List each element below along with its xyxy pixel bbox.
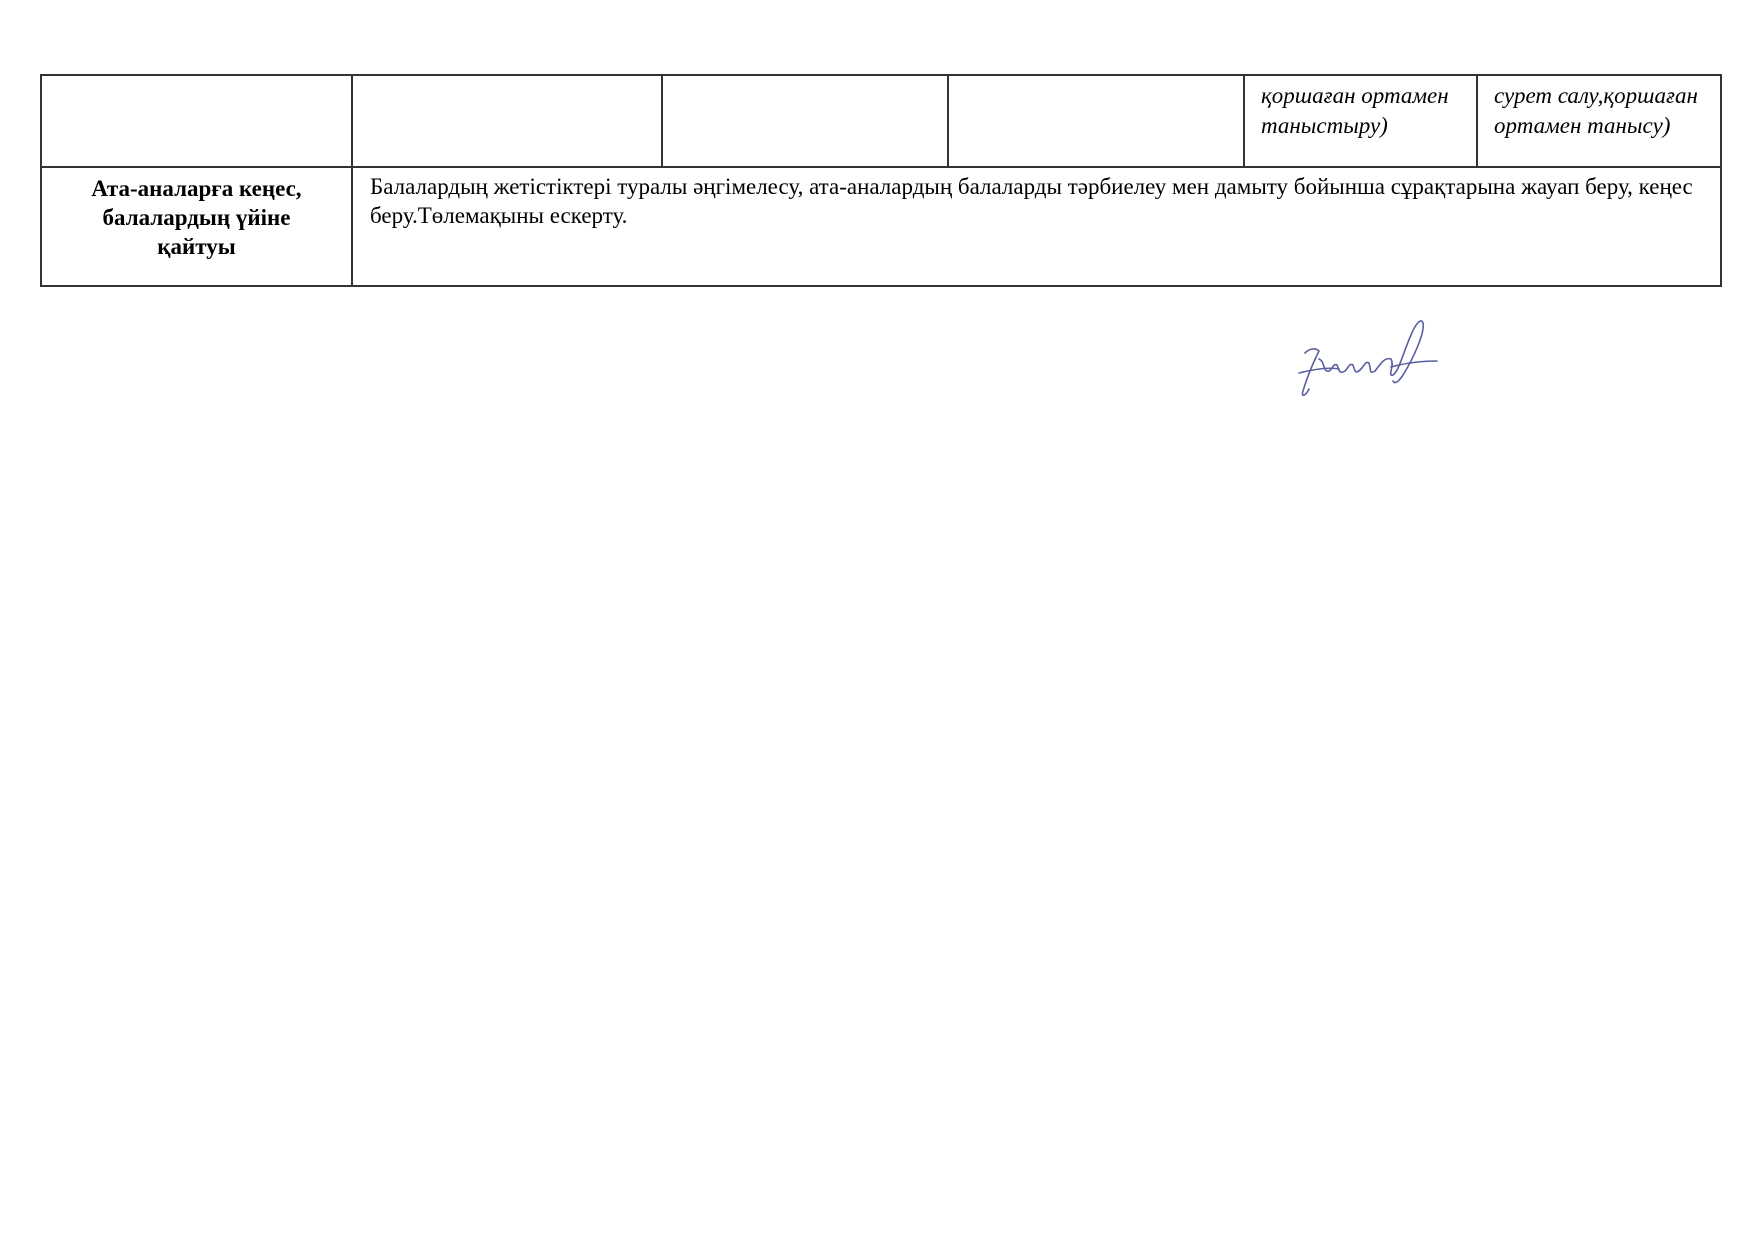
- empty-cell-2: [352, 75, 662, 167]
- row-label-line-2: балалардың үйіне: [102, 205, 291, 230]
- table-row-parents: [41, 167, 1721, 286]
- empty-cell-1: [41, 75, 352, 167]
- table-row-continued: [41, 75, 1721, 167]
- cell-environment-intro-line-1: қоршаған ортамен: [1261, 83, 1449, 108]
- cell-drawing-environment-line-1: сурет салу,қоршаған: [1494, 83, 1698, 108]
- cell-drawing-environment-line-2: ортамен танысу): [1494, 113, 1671, 138]
- empty-cell-3: [662, 75, 948, 167]
- document-table: [40, 74, 1722, 287]
- cell-environment-intro: [1244, 75, 1477, 167]
- handwritten-signature: [1295, 313, 1445, 401]
- cell-drawing-environment: [1477, 75, 1721, 167]
- row-label-parents-advice: [41, 167, 352, 286]
- empty-cell-4: [948, 75, 1244, 167]
- cell-environment-intro-line-2: таныстыру): [1261, 113, 1388, 138]
- row-label-line-1: Ата-аналарға кеңес,: [91, 176, 302, 201]
- row-label-line-3: қайтуы: [157, 234, 236, 259]
- row-content-parents-advice: Балалардың жетістіктері туралы әңгімелесу, ата-аналардың балаларды тәрбиелеу мен дамыту бойынша сұрақтарына жауап беру, кеңес беру.Төлемақыны ескерту.: [352, 167, 1721, 286]
